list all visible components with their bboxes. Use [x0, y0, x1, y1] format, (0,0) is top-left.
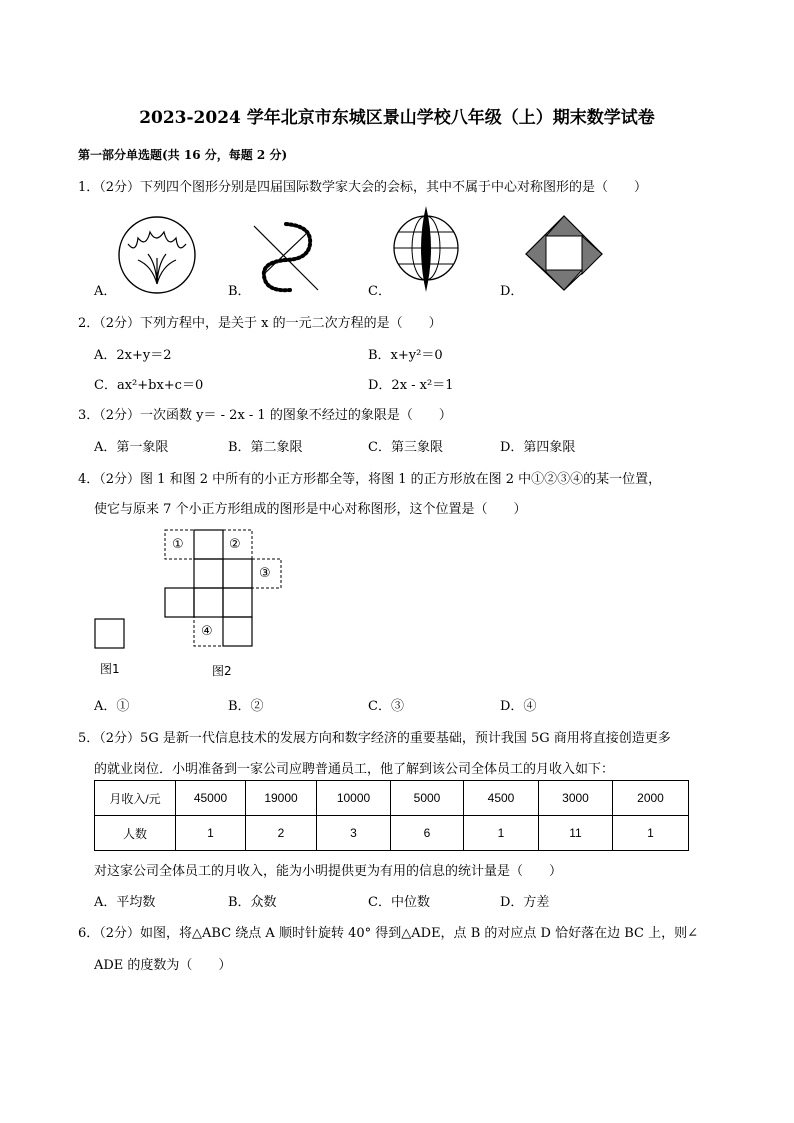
q4-option-d[interactable]: D．④: [500, 699, 537, 714]
q4-option-c[interactable]: C．③: [368, 699, 404, 714]
table-cell: 2000: [613, 781, 689, 816]
q3-option-a[interactable]: A．第一象限: [94, 440, 169, 455]
table-header-cell: 月收入/元: [95, 781, 176, 816]
question-5-follow: 对这家公司全体员工的月收入，能为小明提供更为有用的信息的统计量是（ ）: [94, 864, 563, 879]
q5-option-d[interactable]: D．方差: [500, 895, 550, 910]
marker-3: ③: [259, 566, 271, 581]
q2-option-a[interactable]: A．2x+y＝2: [94, 348, 172, 363]
question-5-stem-line1: 5．（2分）5G 是新一代信息技术的发展方向和数字经济的重要基础，预计我国 5G 商用将直接创造更多: [78, 731, 671, 746]
logo-a-figure: [116, 214, 198, 296]
table-cell: 11: [539, 816, 613, 851]
logo-c-figure: [390, 204, 462, 294]
table-cell: 19000: [246, 781, 317, 816]
question-4-stem-line1: 4．（2分）图 1 和图 2 中所有的小正方形都全等，将图 1 的正方形放在图 2 中①②③④的某一位置，: [78, 472, 662, 487]
table-cell: 4500: [464, 781, 539, 816]
question-6-stem-line1: 6．（2分）如图，将△ABC 绕点 A 顺时针旋转 40° 得到△ADE，点 B 的对应点 D 恰好落在边 BC 上，则∠: [78, 926, 698, 941]
logo-b-figure: [250, 216, 322, 296]
q3-option-b[interactable]: B．第二象限: [228, 440, 303, 455]
question-1-stem: 1．（2分）下列四个图形分别是四届国际数学家大会的会标，其中不属于中心对称图形的是（ ）: [78, 180, 648, 195]
table-cell: 1: [176, 816, 246, 851]
table-cell: 5000: [391, 781, 464, 816]
q1-option-b[interactable]: B．: [228, 284, 251, 299]
marker-1: ①: [172, 537, 184, 552]
question-2-stem: 2．（2分）下列方程中，是关于 x 的一元二次方程的是（ ）: [78, 316, 442, 331]
q2-option-c[interactable]: C．ax²+bx+c＝0: [94, 378, 204, 393]
table-cell: 3: [317, 816, 391, 851]
table-cell: 6: [391, 816, 464, 851]
table-cell: 1: [613, 816, 689, 851]
question-5-stem-line2: 的就业岗位．小明准备到一家公司应聘普通员工，他了解到该公司全体员工的月收入如下：: [94, 762, 615, 777]
table-cell: 1: [464, 816, 539, 851]
question-6-stem-line2: ADE 的度数为（ ）: [94, 958, 232, 973]
table-cell: 10000: [317, 781, 391, 816]
q2-option-b[interactable]: B．x+y²＝0: [368, 348, 443, 363]
q1-option-d[interactable]: D．: [500, 284, 524, 299]
q5-option-c[interactable]: C．中位数: [368, 895, 430, 910]
q4-option-a[interactable]: A．①: [94, 699, 130, 714]
figure-2-label: 图2: [212, 664, 232, 678]
table-cell: 45000: [176, 781, 246, 816]
q1-option-c[interactable]: C．: [368, 284, 391, 299]
page-title: 2023-2024 学年北京市东城区景山学校八年级（上）期末数学试卷: [139, 108, 655, 128]
q3-option-c[interactable]: C．第三象限: [368, 440, 443, 455]
question-3-stem: 3．（2分）一次函数 y＝ - 2x - 1 的图象不经过的象限是（ ）: [78, 408, 452, 423]
q3-option-d[interactable]: D．第四象限: [500, 440, 576, 455]
marker-2: ②: [229, 537, 241, 552]
q5-option-a[interactable]: A．平均数: [94, 895, 156, 910]
table-row: [95, 816, 689, 851]
q4-option-b[interactable]: B．②: [228, 699, 264, 714]
table-header-cell: 人数: [95, 816, 176, 851]
table-cell: 3000: [539, 781, 613, 816]
section-heading: 第一部分单选题(共 16 分，每题 2 分): [78, 148, 288, 162]
figure-1-label: 图1: [100, 662, 120, 676]
figure-1: [94, 618, 126, 650]
marker-4: ④: [201, 624, 213, 639]
q2-option-d[interactable]: D．2x - x²＝1: [368, 378, 454, 393]
question-4-stem-line2: 使它与原来 7 个小正方形组成的图形是中心对称图形，这个位置是（ ）: [94, 502, 527, 517]
income-table: [94, 780, 689, 851]
table-cell: 2: [246, 816, 317, 851]
logo-d-figure: [524, 214, 604, 292]
q1-option-a[interactable]: A．: [94, 284, 117, 299]
table-row: [95, 781, 689, 816]
q5-option-b[interactable]: B．众数: [228, 895, 277, 910]
